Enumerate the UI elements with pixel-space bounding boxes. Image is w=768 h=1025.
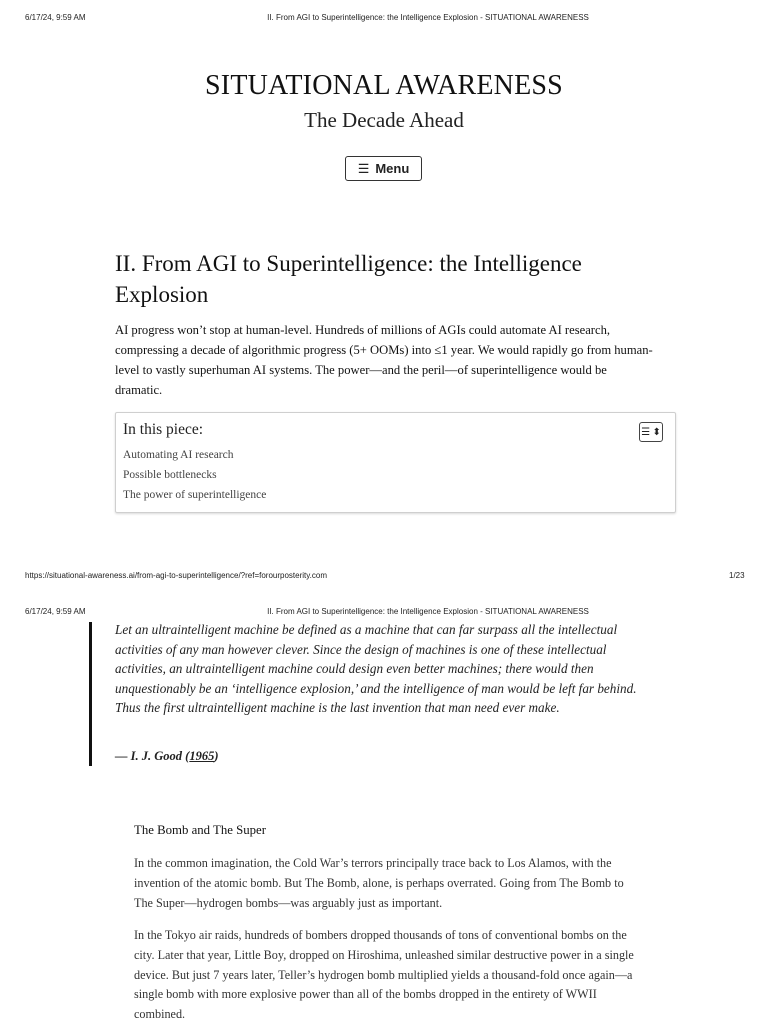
toc-item-power-of-superintelligence[interactable]: The power of superintelligence (123, 489, 267, 501)
citation-link[interactable]: 1965 (189, 749, 215, 763)
print-page-number: 1/23 (729, 571, 745, 580)
toc-title: In this piece: (123, 421, 204, 438)
print-timestamp: 6/17/24, 9:59 AM (25, 13, 86, 22)
site-tagline: The Decade Ahead (304, 108, 464, 132)
menu-label: Menu (375, 161, 410, 176)
post-lead: AI progress won’t stop at human-level. Hundreds of millions of AGIs could automate AI research, compressing a decade of algorithmic progress (5+ OOMs) into ≤1 year. We would rapidly go from human-level to vastly superhuman AI systems. The power—and the peril—of superintelligence would be dramatic. (115, 323, 653, 397)
print-page-title-page-2: II. From AGI to Superintelligence: the Intelligence Explosion - SITUATIONAL AWARENESS (267, 607, 589, 616)
toc-item-automating-ai-research[interactable]: Automating AI research (123, 449, 234, 461)
blockquote-citation (115, 749, 218, 764)
citation-prefix: — I. J. Good ( (115, 749, 190, 763)
site-title[interactable]: SITUATIONAL AWARENESS (205, 70, 563, 101)
print-url: https://situational-awareness.ai/from-agi-to-superintelligence/?ref=forourposterity.com (25, 571, 327, 580)
menu-button[interactable] (345, 156, 422, 181)
body-paragraph-1: In the common imagination, the Cold War’s terrors principally trace back to Los Alamos, with the invention of the atomic bomb. But The Bomb, alone, is perhaps overrated. Going from The Bomb to The Super—hydrogen bombs—was arguably just as important. (134, 856, 624, 910)
post-title: II. From AGI to Superintelligence: the Intelligence Explosion (115, 251, 582, 307)
section-heading: The Bomb and The Super (134, 823, 266, 837)
blockquote-text: Let an ultraintelligent machine be defined as a machine that can far surpass all the intellectual activities of any man however clever. Since the design of machines is one of these intellectual activities, an ultraintelligent machine could design even better machines; there would then unquestionably be an ‘intelligence explosion,’ and the intelligence of man would be left far behind. Thus the first ultraintelligent machine is the last invention that man need ever make. (115, 622, 637, 716)
citation-suffix: ) (214, 749, 219, 763)
toc-list (123, 445, 266, 505)
list-toggle-icon: ☰ ⬍ (641, 426, 661, 438)
toc-item-possible-bottlenecks[interactable]: Possible bottlenecks (123, 469, 217, 481)
blockquote-bar (89, 622, 92, 766)
print-page-title: II. From AGI to Superintelligence: the Intelligence Explosion - SITUATIONAL AWARENESS (267, 13, 589, 22)
toc-toggle-button[interactable] (639, 422, 663, 442)
print-timestamp-page-2: 6/17/24, 9:59 AM (25, 607, 86, 616)
body-paragraph-2: In the Tokyo air raids, hundreds of bombers dropped thousands of tons of conventional bombs on the city. Later that year, Little Boy, dropped on Hiroshima, unleashed similar destructive power in a single device. But just 7 years later, Teller’s hydrogen bomb multiplied yields a thousand-fold once again—a single bomb with more explosive power than all of the bombs dropped in the entirety of WWII combined. (134, 928, 634, 1022)
table-of-contents (115, 412, 676, 513)
hamburger-icon: ☰ (357, 160, 370, 176)
